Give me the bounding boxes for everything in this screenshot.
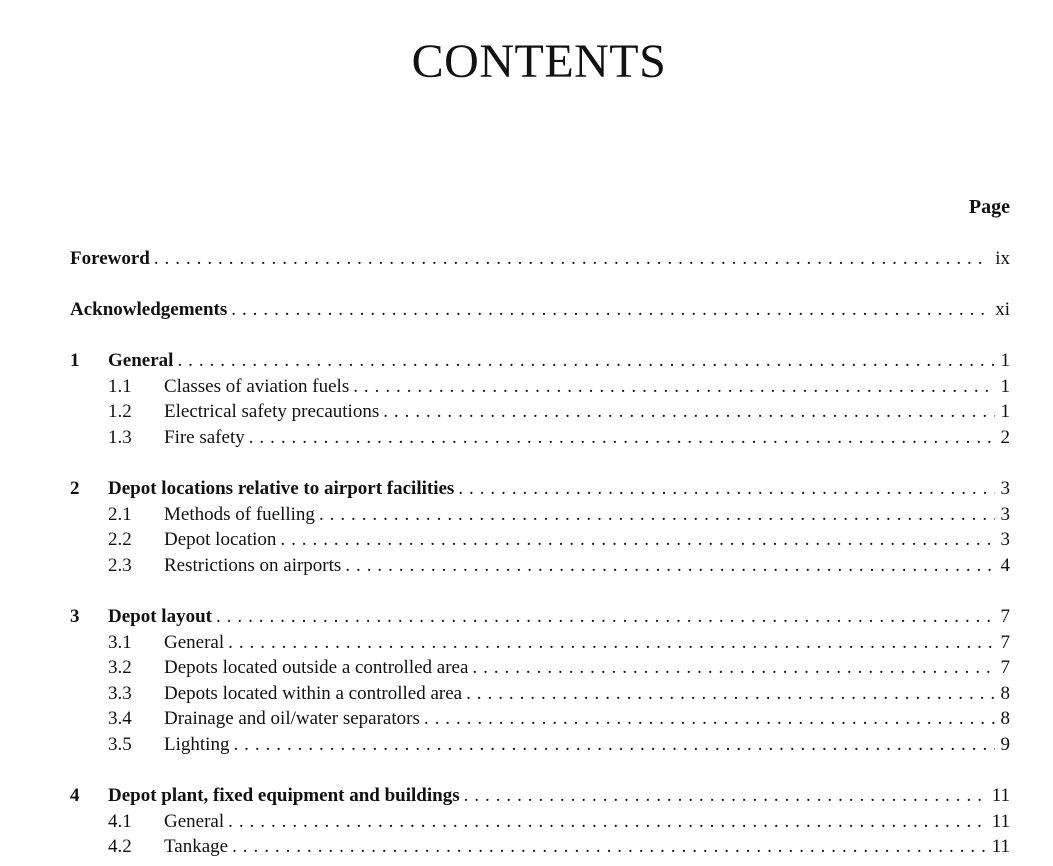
toc-entry[interactable] — [70, 478, 1010, 502]
toc-entry-title: Depot layout — [108, 606, 212, 627]
toc-entry-title: Depot locations relative to airport facilities — [108, 478, 455, 499]
toc-entry[interactable] — [108, 734, 1010, 758]
toc-entry-page-number: 1 — [1000, 350, 1010, 371]
toc-entry-number: 1.1 — [108, 376, 132, 397]
dot-leader — [233, 734, 994, 756]
toc-entry[interactable] — [108, 555, 1010, 579]
toc-entry-number: 1 — [70, 350, 80, 371]
toc-entry-page-number: 7 — [1000, 657, 1010, 678]
toc-entry-number: 4 — [70, 785, 80, 806]
toc-entry[interactable] — [70, 785, 1010, 809]
toc-entry-page-number: 11 — [991, 785, 1010, 806]
dot-leader — [154, 248, 989, 270]
toc-entry-title: Electrical safety precautions — [164, 401, 380, 422]
toc-entry[interactable] — [108, 657, 1010, 681]
toc-entry-page-number: 3 — [1000, 478, 1010, 499]
toc-entry-title: Drainage and oil/water separators — [164, 708, 420, 729]
dot-leader — [249, 427, 995, 449]
toc-entry[interactable] — [108, 376, 1010, 400]
toc-entry-number: 3 — [70, 606, 80, 627]
toc-entry[interactable] — [108, 529, 1010, 553]
page-column-header: Page — [968, 196, 1010, 218]
page-title: CONTENTS — [411, 35, 667, 88]
toc-entry-page-number: 3 — [1000, 529, 1010, 550]
toc-entry-number: 3.2 — [108, 657, 132, 678]
toc-entry-page-number: 3 — [1000, 504, 1010, 525]
toc-entry-page-number: xi — [995, 299, 1010, 320]
toc-entry-number: 1.3 — [108, 427, 132, 448]
toc-entry-number: 2.1 — [108, 504, 132, 525]
dot-leader — [216, 606, 995, 628]
toc-entry-page-number: 11 — [991, 811, 1010, 832]
toc-entry-page-number: 2 — [1000, 427, 1010, 448]
dot-leader — [472, 657, 994, 679]
toc-entry-number: 3.4 — [108, 708, 132, 729]
dot-leader — [280, 529, 994, 551]
toc-entry[interactable] — [108, 811, 1010, 835]
toc-entry-page-number: 7 — [1000, 606, 1010, 627]
toc-entry[interactable] — [70, 606, 1010, 630]
toc-entry-title: Classes of aviation fuels — [164, 376, 350, 397]
toc-entry-number: 3.5 — [108, 734, 132, 755]
dot-leader — [464, 785, 986, 807]
toc-entry[interactable] — [70, 248, 1010, 272]
toc-entry-page-number: 4 — [1000, 555, 1010, 576]
toc-entry-number: 4.1 — [108, 811, 132, 832]
dot-leader — [345, 555, 994, 577]
toc-entry-page-number: 9 — [1000, 734, 1010, 755]
dot-leader — [231, 299, 989, 321]
toc-entry-title: Depot location — [164, 529, 277, 550]
toc-entry-title: Tankage — [164, 836, 229, 857]
toc-entry-title: Fire safety — [164, 427, 245, 448]
dot-leader — [383, 401, 994, 423]
dot-leader — [177, 350, 994, 372]
dot-leader — [228, 811, 986, 833]
toc-entry-title: Depot plant, fixed equipment and buildings — [108, 785, 460, 806]
toc-entry-title: Foreword — [70, 248, 150, 269]
toc-entry-title: Restrictions on airports — [164, 555, 342, 576]
toc-entry-title: Depots located outside a controlled area — [164, 657, 469, 678]
toc-entry[interactable] — [108, 632, 1010, 656]
toc-entry-title: Depots located within a controlled area — [164, 683, 463, 704]
toc-entry-title: General — [164, 632, 225, 653]
toc-entry-page-number: 1 — [1000, 376, 1010, 397]
toc-entry-number: 3.3 — [108, 683, 132, 704]
toc-entry-number: 2.2 — [108, 529, 132, 550]
toc-entry-number: 4.2 — [108, 836, 132, 857]
dot-leader — [319, 504, 995, 526]
dot-leader — [232, 836, 986, 858]
toc-entry-number: 3.1 — [108, 632, 132, 653]
toc-entry-page-number: 1 — [1000, 401, 1010, 422]
toc-entry-page-number: 8 — [1000, 708, 1010, 729]
toc-entry-page-number: 8 — [1000, 683, 1010, 704]
toc-entry-number: 2.3 — [108, 555, 132, 576]
toc-entry-page-number: ix — [995, 248, 1010, 269]
toc-entry-title: Methods of fuelling — [164, 504, 315, 525]
toc-entry-page-number: 7 — [1000, 632, 1010, 653]
toc-entry[interactable] — [108, 836, 1010, 860]
toc-entry[interactable] — [70, 350, 1010, 374]
dot-leader — [458, 478, 994, 500]
toc-entry-title: Lighting — [164, 734, 230, 755]
toc-entry-number: 2 — [70, 478, 80, 499]
toc-entry-page-number: 11 — [991, 836, 1010, 857]
dot-leader — [353, 376, 994, 398]
dot-leader — [466, 683, 994, 705]
toc-entry[interactable] — [108, 504, 1010, 528]
dot-leader — [228, 632, 994, 654]
toc-entry[interactable] — [108, 401, 1010, 425]
toc-entry[interactable] — [108, 683, 1010, 707]
toc-entry-number: 1.2 — [108, 401, 132, 422]
dot-leader — [424, 708, 995, 730]
toc-entry-title: General — [164, 811, 225, 832]
toc-entry[interactable] — [70, 299, 1010, 323]
toc-entry[interactable] — [108, 708, 1010, 732]
toc-entry-title: General — [108, 350, 174, 371]
toc-entry[interactable] — [108, 427, 1010, 451]
toc-entry-title: Acknowledgements — [70, 299, 228, 320]
